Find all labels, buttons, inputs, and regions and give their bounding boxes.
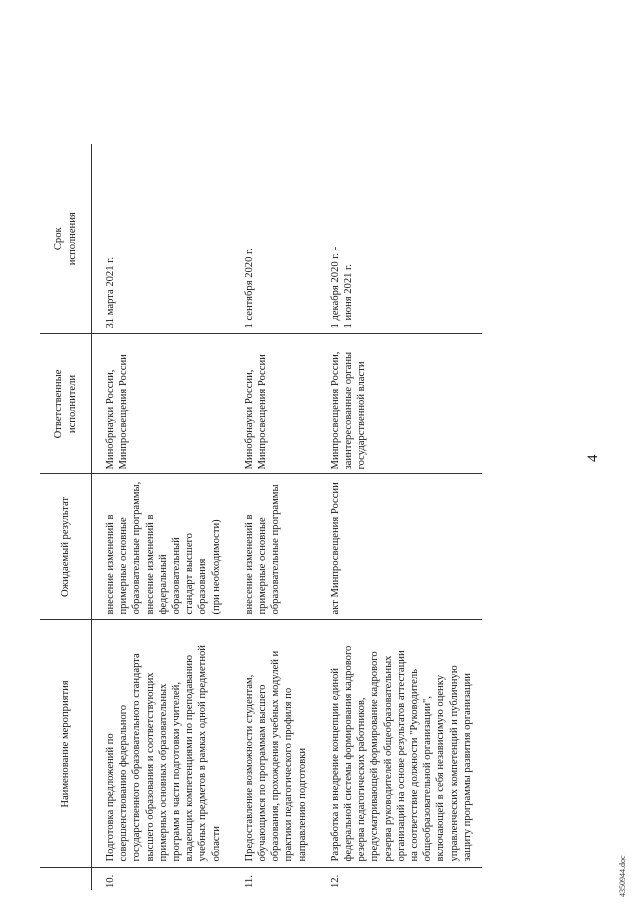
document-code: 4350944.doc	[618, 855, 627, 897]
row-number: 12.	[329, 874, 341, 888]
page-number: 4	[585, 454, 601, 462]
deadline: 1 сентября 2020 г.	[231, 144, 317, 334]
row-number: 10.	[105, 874, 116, 888]
measures-table	[40, 144, 482, 890]
table-row	[317, 144, 482, 890]
expected-result: акт Минпросвещения России	[317, 474, 482, 620]
row-number: 11.	[243, 875, 255, 888]
measure-name: Разработка и внедрение концепции единой федеральной системы формирования кадрового резерва педагогических работников, предусматривающей формирование кадрового резерва руководителей общеобразовательных организаций на основе результатов аттестации на соответствие должности "Руководитель общеобразовательной организации", включающей в себя независимую оценку управленческих компетенций и публичную защиту программы развития организации	[317, 620, 482, 868]
header-deadline: Срок исполнения	[40, 144, 92, 334]
expected-result: внесение изменений в примерные основные образовательные программы	[231, 474, 317, 620]
measure-name: Подготовка предложений по совершенствованию федерального государственного образовательного стандарта высшего образования и соответствующих примерных основных образовательных программ в части подготовки учителей, владеющих компетенциями по преподаванию учебных предметов в рамках одной предметной области	[92, 620, 231, 868]
header-result: Ожидаемый результат	[40, 474, 92, 620]
header-responsible: Ответственные исполнители	[40, 334, 92, 474]
deadline: 31 марта 2021 г.	[92, 144, 231, 334]
responsible-executors: Минобрнауки России, Минпросвещения России	[231, 334, 317, 474]
header-name: Наименование мероприятия	[40, 620, 92, 868]
responsible-executors: Минобрнауки России, Минпросвещения России	[92, 334, 231, 474]
table-row	[231, 144, 317, 890]
table-header-row	[40, 144, 92, 890]
header-number	[40, 868, 92, 890]
deadline: 1 декабря 2020 г. - 1 июня 2021 г.	[317, 144, 482, 334]
expected-result: внесение изменений в примерные основные образовательные программы, внесение изменений в федеральный образовательный стандарт высшего образования (при необходимости)	[92, 474, 231, 620]
responsible-executors: Минпросвещения России, заинтересованные органы государственной власти	[317, 334, 482, 474]
table-row	[92, 144, 231, 890]
measure-name: Предоставление возможности студентам, обучающимся по программам высшего образования, прохождения учебных модулей и практики педагогического профиля по направлению подготовки	[231, 620, 317, 868]
